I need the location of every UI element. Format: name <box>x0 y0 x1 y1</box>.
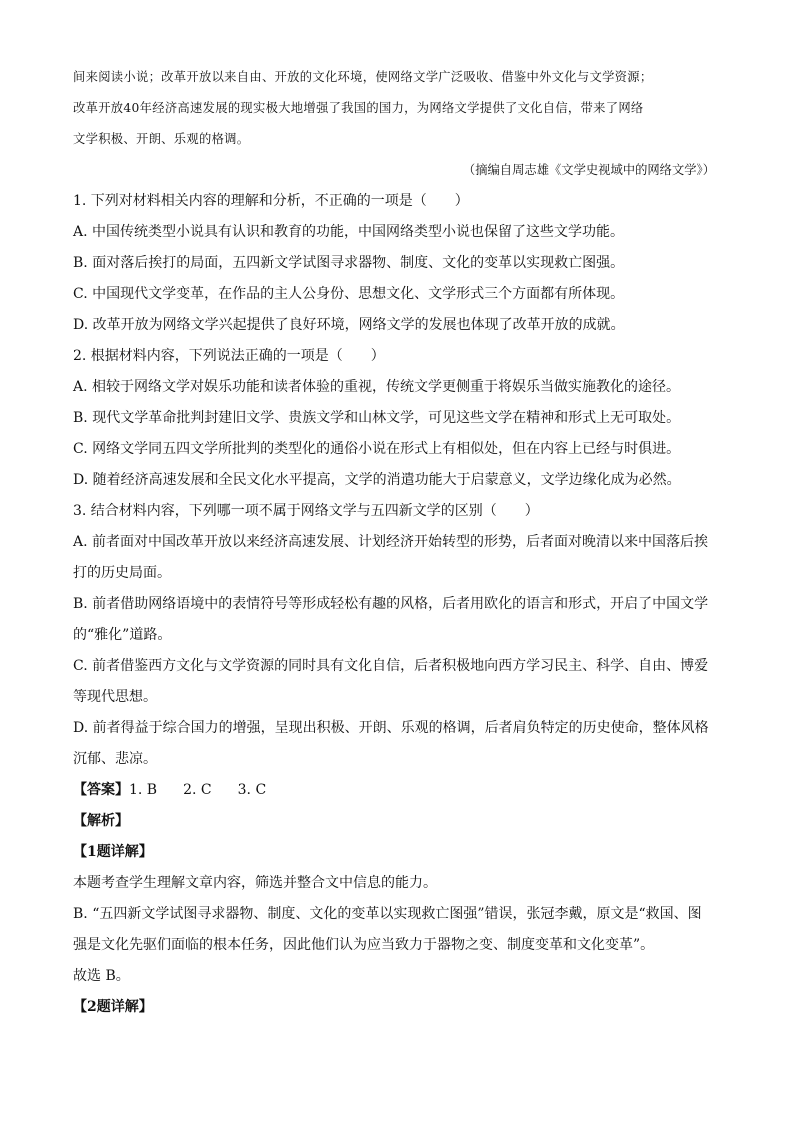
question-2-stem: 2. 根据材料内容，下列说法正确的一项是（ ） <box>73 348 385 364</box>
analysis-line: 强是文化先驱们面临的根本任务，因此他们认为应当致力于器物之变、制度变革和文化变革”。 <box>73 937 655 953</box>
section-heading: 【1题详解】 <box>73 844 153 860</box>
option-line: B. 面对落后挨打的局面，五四新文学试图寻求器物、制度、文化的变革以实现救亡图强。 <box>73 255 625 271</box>
source-citation: （摘编自周志雄《文学史视域中的网络文学》） <box>462 163 715 177</box>
quote-line: 改革开放40年经济高速发展的现实极大地增强了我国的国力，为网络文学提供了文化自信，带来了网络 <box>73 101 644 115</box>
option-line: D. 随着经济高速发展和全民文化水平提高，文学的消遣功能大于启蒙意义，文学边缘化成为必然。 <box>73 472 681 488</box>
option-line: C. 网络文学同五四文学所批判的类型化的通俗小说在形式上有相似处，但在内容上已经与时俱进。 <box>73 441 681 457</box>
option-line: D. 改革开放为网络文学兴起提供了良好环境，网络文学的发展也体现了改革开放的成就。 <box>73 317 625 333</box>
option-line: 等现代思想。 <box>73 689 157 705</box>
section-heading: 【2题详解】 <box>73 999 153 1015</box>
option-line: A. 前者面对中国改革开放以来经济高速发展、计划经济开始转型的形势，后者面对晚清以来中国落后挨 <box>73 534 709 550</box>
analysis-line: 本题考查学生理解文章内容，筛选并整合文中信息的能力。 <box>73 875 437 891</box>
answer-item: 3. C <box>237 782 267 798</box>
analysis-line: B. “五四新文学试图寻求器物、制度、文化的变革以实现救亡图强”错误，张冠李戴，原文是“救国、图 <box>73 906 702 922</box>
option-line: A. 中国传统类型小说具有认识和教育的功能，中国网络类型小说也保留了这些文学功能。 <box>73 224 625 240</box>
quote-line: 间来阅读小说；改革开放以来自由、开放的文化环境，使网络文学广泛吸收、借鉴中外文化与文学资源； <box>73 70 653 84</box>
option-line: 打的历史局面。 <box>73 565 171 581</box>
question-1-stem: 1. 下列对材料相关内容的理解和分析，不正确的一项是（ ） <box>73 193 469 209</box>
answer-label: 【答案】 <box>73 782 129 798</box>
option-line: B. 现代文学革命批判封建旧文学、贵族文学和山林文学，可见这些文学在精神和形式上无可取处。 <box>73 410 681 426</box>
option-line: 沉郁、悲凉。 <box>73 751 157 767</box>
option-line: B. 前者借助网络语境中的表情符号等形成轻松有趣的风格，后者用欧化的语言和形式，开启了中国文学 <box>73 596 709 612</box>
answer-item: 1. B <box>129 782 158 798</box>
answer-item: 2. C <box>183 782 212 798</box>
option-line: A. 相较于网络文学对娱乐功能和读者体验的重视，传统文学更侧重于将娱乐当做实施教化的途径。 <box>73 379 681 395</box>
analysis-heading: 【解析】 <box>73 813 129 829</box>
option-line: C. 前者借鉴西方文化与文学资源的同时具有文化自信，后者积极地向西方学习民主、科学、自由、博爱 <box>73 658 709 674</box>
analysis-line: 故选 B。 <box>73 968 130 984</box>
answer-line <box>73 780 266 800</box>
option-line: 的“雅化”道路。 <box>73 627 172 643</box>
quote-line: 文学积极、开朗、乐观的格调。 <box>73 132 250 146</box>
question-3-stem: 3. 结合材料内容，下列哪一项不属于网络文学与五四新文学的区别（ ） <box>73 503 539 519</box>
option-line: C. 中国现代文学变革，在作品的主人公身份、思想文化、文学形式三个方面都有所体现。 <box>73 286 625 302</box>
option-line: D. 前者得益于综合国力的增强，呈现出积极、开朗、乐观的格调，后者肩负特定的历史使命，整体风格 <box>73 720 709 736</box>
